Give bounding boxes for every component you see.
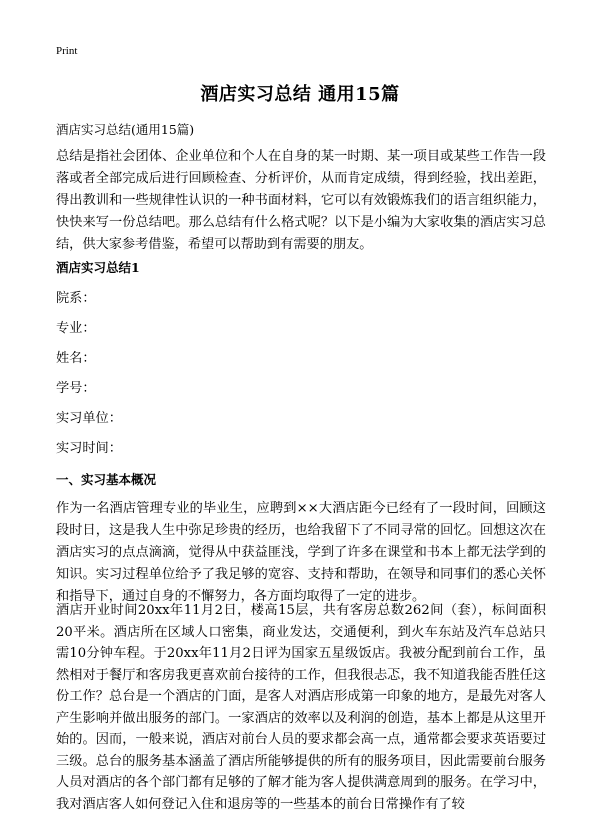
field-internship-time: 实习时间： xyxy=(56,441,122,456)
section-heading: 酒店实习总结1 xyxy=(56,260,140,275)
field-student-id: 学号： xyxy=(56,381,96,396)
intro-paragraph: 总结是指社会团体、企业单位和个人在自身的某一时期、某一项目或某些工作告一段落或者全部完成后进行回顾检查、分析评价，从而肯定成绩，得到经验，找出差距，得出教训和一些规律性认识的一种书面材料，它可以有效锻炼我们的语言组织能力，快快来写一份总结吧。那么总结有什么格式呢？以下是小编为大家收集的酒店实习总结，供大家参考借鉴，希望可以帮助到有需要的朋友。 xyxy=(56,149,546,252)
field-internship-unit: 实习单位： xyxy=(56,411,122,426)
document-title: 酒店实习总结 通用15篇 xyxy=(200,84,400,105)
field-name: 姓名： xyxy=(56,351,96,366)
body-paragraph: 酒店开业时间20xx年11月2日，楼高15层，共有客房总数262间（套），标间面积20平米。酒店所在区域人口密集，商业发达，交通便利，到火车东站及汽车总站只需10分钟车程。于20xx年11月2日评为国家五星级饭店。我被分配到前台工作，虽然相对于餐厅和客房我更喜欢前台接待的工作，但我很忐忑，我不知道我能否胜任这份工作？总台是一个酒店的门面，是客人对酒店形成第一印象的地方，是最先对客人产生影响并做出服务的部门。一家酒店的效率以及利润的创造，基本上都是从这里开始的。因而，一般来说，酒店对前台人员的要求都会高一点，通常都会要求英语要过三级。总台的服务基本涵盖了酒店所能够提供的所有的服务项目，因此需要前台服务人员对酒店的各个部门都有足够的了解才能为客人提供满意周到的服务。在学习中，我对酒店客人如何登记入住和退房等的一些基本的前台日常操作有了较 xyxy=(56,603,546,812)
subsection-heading: 一、实习基本概况 xyxy=(56,472,157,487)
field-department: 院系： xyxy=(56,291,96,306)
field-major: 专业： xyxy=(56,321,96,336)
print-label[interactable]: Print xyxy=(56,45,78,57)
body-paragraph: 作为一名酒店管理专业的毕业生，应聘到××大酒店距今已经有了一段时间，回顾这段时日，这是我人生中弥足珍贵的经历，也给我留下了不同寻常的回忆。回想这次在酒店实习的点点滴滴，觉得从中获益匪浅，学到了许多在课堂和书本上都无法学到的知识。实习过程单位给予了我足够的宽容、支持和帮助，在领导和同事们的悉心关怀和指导下，通过自身的不懈努力，各方面均取得了一定的进步。 xyxy=(56,501,546,604)
document-subtitle: 酒店实习总结(通用15篇) xyxy=(56,122,195,137)
